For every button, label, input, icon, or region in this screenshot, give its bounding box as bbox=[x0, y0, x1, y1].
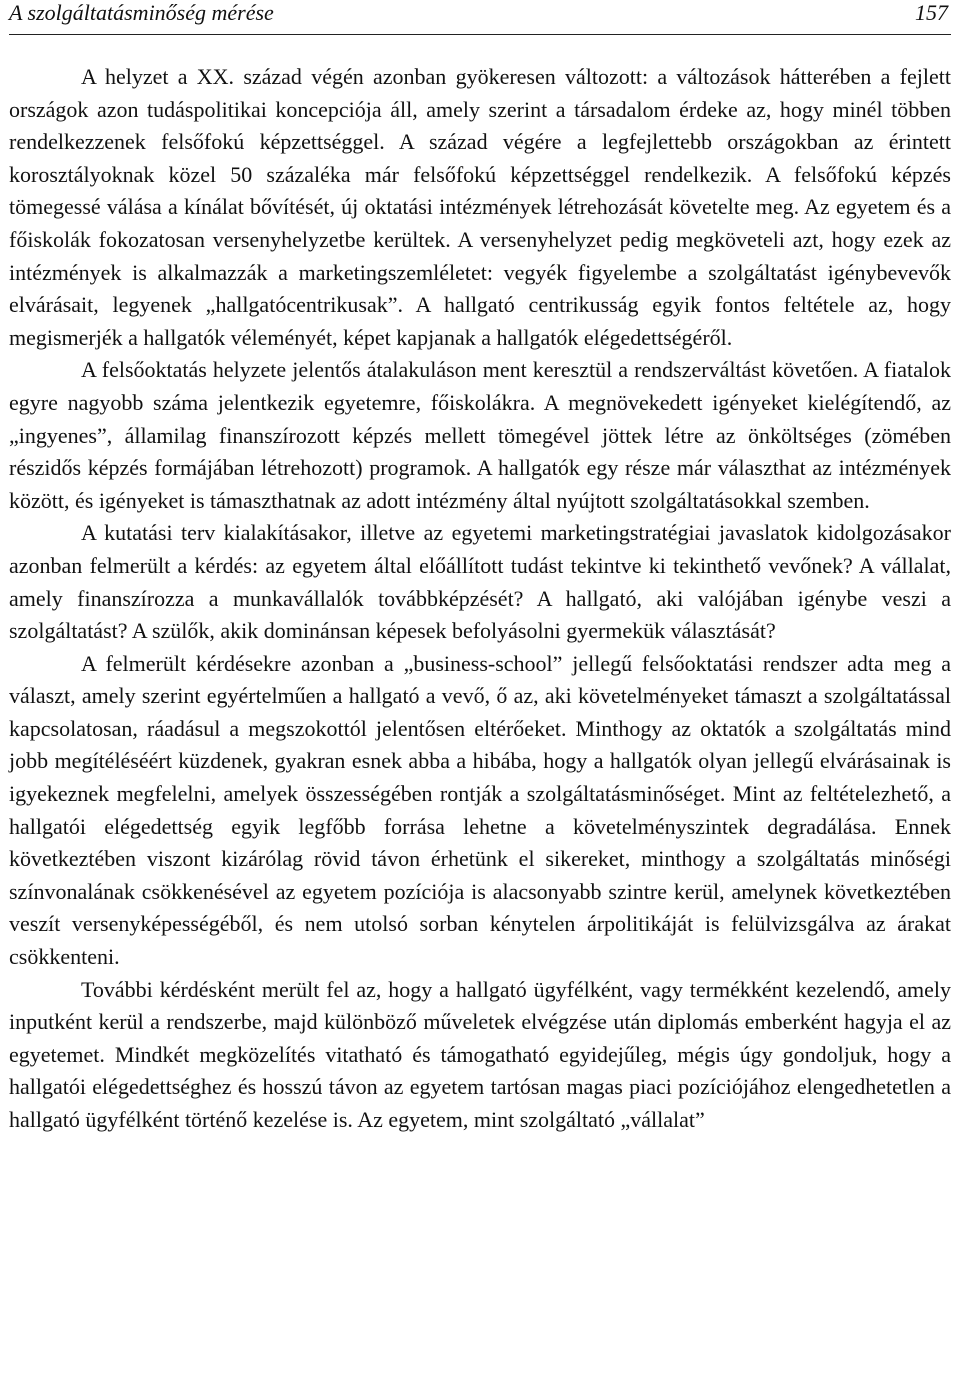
paragraph: További kérdésként merült fel az, hogy a hallgató ügyfélként, vagy termékként kezelendő, amely inputként kerül a rendszerbe, majd különböző műveletek elvégzése után diplomás emberként hagyja el az egyetemet. Mindkét megközelítés vitatható és támogatható egyidejűleg, mégis úgy gondoljuk, hogy a hallgatói elégedettséghez és hosszú távon az egyetem tartósan magas piaci pozíciójához elengedhetetlen a hallgató ügyfélként történő kezelése is. Az egyetem, mint szolgáltató „vállalat” bbox=[9, 976, 951, 1132]
running-header-title: A szolgáltatásminőség mérése bbox=[9, 0, 274, 25]
running-header bbox=[9, 0, 951, 35]
page-number: 157 bbox=[915, 0, 948, 25]
paragraph: A felsőoktatás helyzete jelentős átalakuláson ment keresztül a rendszerváltást követően. A fiatalok egyre nagyobb száma jelentkezik egyetemre, főiskolákra. A megnövekedett igényeket kielégítendő, az „ingyenes”, államilag finanszírozott képzés mellett tömegével jöttek létre az önköltséges (zömében részidős képzés formájában létrehozott) programok. A hallgatók egy része már választhat az intézmények között, és igényeket is támaszthatnak az adott intézmény által nyújtott szolgáltatásokkal szemben. bbox=[9, 357, 951, 513]
body-text bbox=[9, 61, 951, 1137]
paragraph: A felmerült kérdésekre azonban a „business-school” jellegű felsőoktatási rendszer adta meg a választ, amely szerint egyértelműen a hallgató a vevő, ő az, aki követelményeket támaszt a szolgáltatással kapcsolatosan, ráadásul a megszokottól jelentősen eltérőeket. Minthogy az oktatók a szolgáltatás mind jobb megítéléséért küzdenek, gyakran esnek abba a hibába, hogy a hallgatók olyan jellegű elvárásainak is igyekeznek megfelelni, amelyek összességében rontják a szolgáltatásminőséget. Mint az feltételezhető, a hallgatói elégedettség egyik legfőbb forrása lehetne a követelményszintek degradálása. Ennek következtében viszont kizárólag rövid távon érhetünk el sikereket, minthogy a szolgáltatás minőségi színvonalának csökkenésével az egyetem pozíciója is alacsonyabb szintre kerül, amelynek következtében veszít versenyképességéből, és nem utolsó sorban kénytelen árpolitikáját is felülvizsgálva az árakat csökkenteni. bbox=[9, 650, 951, 970]
paragraph: A kutatási terv kialakításakor, illetve az egyetemi marketingstratégiai javaslatok kidolgozásakor azonban felmerült a kérdés: az egyetem által előállított tudást tekintve ki tekinthető vevőnek? A vállalat, amely finanszírozza a munkavállalók továbbképzését? A hallgató, aki valójában igénybe veszi a szolgáltatást? A szülők, akik dominánsan képesek befolyásolni gyermekük választását? bbox=[9, 520, 951, 644]
paragraph: A helyzet a XX. század végén azonban gyökeresen változott: a változások hátterében a fejlett országok azon tudáspolitikai koncepciója áll, amely szerint a társadalom érdeke az, hogy minél többen rendelkezzenek felsőfokú képzettséggel. A század végére a legfejlettebb országokban az érintett korosztályoknak közel 50 százaléka már felsőfokú képzettséggel rendelkezik. A felsőfokú képzés tömegessé válása a kínálat bővítését, új oktatási intézmények létrehozását követelte meg. Az egyetem és a főiskolák fokozatosan versenyhelyzetbe kerültek. A versenyhelyzet pedig megköveteli azt, hogy ezek az intézmények is alkalmazzák a marketingszemléletet: vegyék figyelembe a szolgáltatást igénybevevők elvárásait, legyenek „hallgatócentrikusak”. A hallgató centrikusság egyik fontos feltétele az, hogy megismerjék a hallgatók véleményét, képet kapjanak a hallgatók elégedettségéről. bbox=[9, 64, 951, 350]
